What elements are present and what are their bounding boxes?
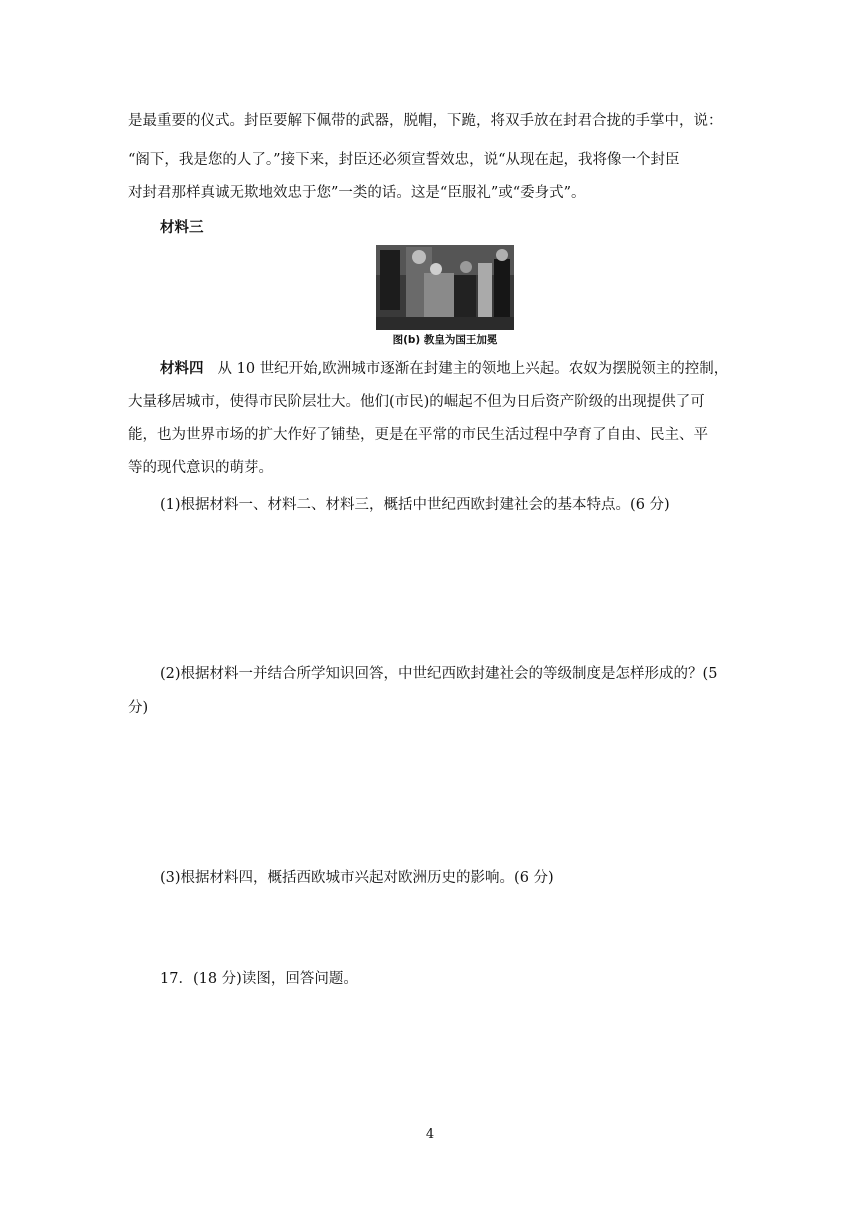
question-17: 17．(18 分)读图，回答问题。 bbox=[160, 971, 358, 987]
material3-heading: 材料三 bbox=[160, 220, 204, 236]
material2-line-2: “阁下，我是您的人了。”接下来，封臣还必须宣誓效忠，说“从现在起，我将像一个封臣 bbox=[128, 152, 680, 168]
question-1: (1)根据材料一、材料二、材料三，概括中世纪西欧封建社会的基本特点。(6 分) bbox=[160, 497, 670, 513]
material4-line-1 bbox=[128, 359, 738, 379]
question-2-line-1: (2)根据材料一并结合所学知识回答，中世纪西欧封建社会的等级制度是怎样形成的？(5 bbox=[160, 666, 718, 682]
question-2-line-2: 分) bbox=[128, 700, 149, 716]
page-number: 4 bbox=[425, 1127, 435, 1142]
material4-line-4: 等的现代意识的萌芽。 bbox=[128, 460, 273, 476]
coronation-illustration bbox=[376, 245, 514, 330]
material4-label: 材料四 bbox=[160, 361, 204, 377]
material2-line-1: 是最重要的仪式。封臣要解下佩带的武器，脱帽，下跪，将双手放在封君合拢的手掌中，说： bbox=[128, 113, 723, 129]
material4-line-3: 能，也为世界市场的扩大作好了铺垫，更是在平常的市民生活过程中孕育了自由、民主、平 bbox=[128, 427, 708, 443]
material2-line-3: 对封君那样真诚无欺地效忠于您”一类的话。这是“臣服礼”或“委身式”。 bbox=[128, 185, 586, 201]
coronation-image bbox=[376, 245, 514, 330]
material4-line-2: 大量移居城市，使得市民阶层壮大。他们(市民)的崛起不但为日后资产阶级的出现提供了可 bbox=[128, 394, 705, 410]
question-3: (3)根据材料四，概括西欧城市兴起对欧洲历史的影响。(6 分) bbox=[160, 870, 554, 886]
figure-caption: 图(b) 教皇为国王加冕 bbox=[392, 334, 498, 346]
material4-text-1: 从 10 世纪开始,欧洲城市逐渐在封建主的领地上兴起。农奴为摆脱领主的控制， bbox=[217, 361, 729, 377]
